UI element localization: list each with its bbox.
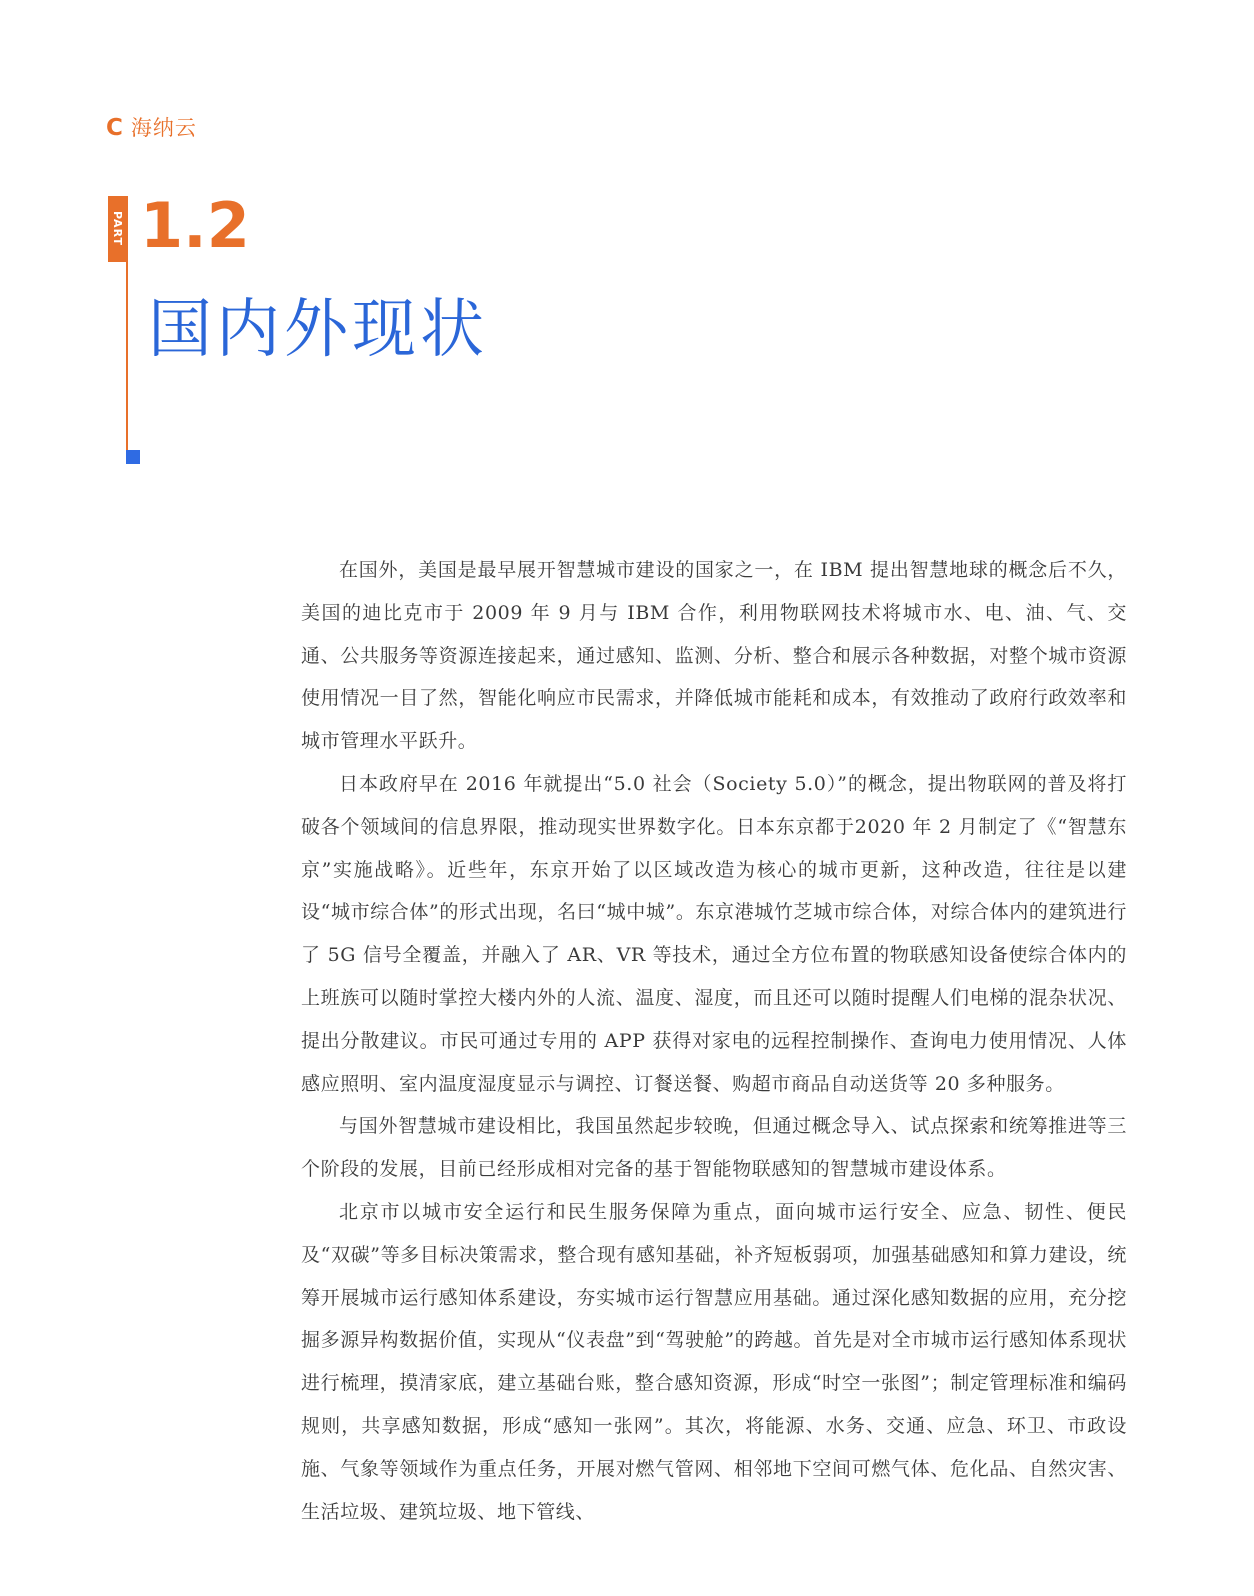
brand-header <box>106 112 197 144</box>
body-text <box>301 549 1127 1533</box>
paragraph-3: 与国外智慧城市建设相比，我国虽然起步较晚，但通过概念导入、试点探索和统筹推进等三个阶段的发展，目前已经形成相对完备的基于智能物联感知的智慧城市建设体系。 <box>301 1115 1127 1181</box>
section-title: 国内外现状 <box>148 293 488 367</box>
paragraph-2: 日本政府早在 2016 年就提出“5.0 社会（Society 5.0）”的概念，提出物联网的普及将打破各个领域间的信息界限，推动现实世界数字化。日本东京都于2020 年 2 月制定了《“智慧东京”实施战略》。近些年，东京开始了以区域改造为核心的城市更新，这种改造，往往是以建设“城市综合体”的形式出现，名曰“城中城”。东京港城竹芝城市综合体，对综合体内的建筑进行了 5G 信号全覆盖，并融入了 AR、VR 等技术，通过全方位布置的物联感知设备使综合体内的上班族可以随时掌控大楼内外的人流、温度、湿度，而且还可以随时提醒人们电梯的混杂状况、提出分散建议。市民可通过专用的 APP 获得对家电的远程控制操作、查询电力使用情况、人体感应照明、室内温度湿度显示与调控、订餐送餐、购超市商品自动送货等 20 多种服务。 <box>301 772 1127 1095</box>
brand-name: 海纳云 <box>130 115 197 140</box>
paragraph-4: 北京市以城市安全运行和民生服务保障为重点，面向城市运行安全、应急、韧性、便民及“双碳”等多目标决策需求，整合现有感知基础，补齐短板弱项，加强基础感知和算力建设，统筹开展城市运行感知体系建设，夯实城市运行智慧应用基础。通过深化感知数据的应用，充分挖掘多源异构数据价值，实现从“仪表盘”到“驾驶舱”的跨越。首先是对全市城市运行感知体系现状进行梳理，摸清家底，建立基础台账，整合感知资源，形成“时空一张图”；制定管理标准和编码规则，共享感知数据，形成“感知一张网”。其次，将能源、水务、交通、应急、环卫、市政设施、气象等领域作为重点任务，开展对燃气管网、相邻地下空间可燃气体、危化品、自然灾害、生活垃圾、建筑垃圾、地下管线、 <box>301 1200 1127 1523</box>
part-label: PART <box>111 211 124 247</box>
part-tab <box>108 196 127 262</box>
section-marker-square <box>126 450 140 464</box>
brand-logo-icon: C <box>106 114 123 141</box>
paragraph-1: 在国外，美国是最早展开智慧城市建设的国家之一，在 IBM 提出智慧地球的概念后不久，美国的迪比克市于 2009 年 9 月与 IBM 合作，利用物联网技术将城市水、电、油、气、交通、公共服务等资源连接起来，通过感知、监测、分析、整合和展示各种数据，对整个城市资源使用情况一目了然，智能化响应市民需求，并降低城市能耗和成本，有效推动了政府行政效率和城市管理水平跃升。 <box>301 559 1127 753</box>
section-number: 1.2 <box>140 189 250 262</box>
